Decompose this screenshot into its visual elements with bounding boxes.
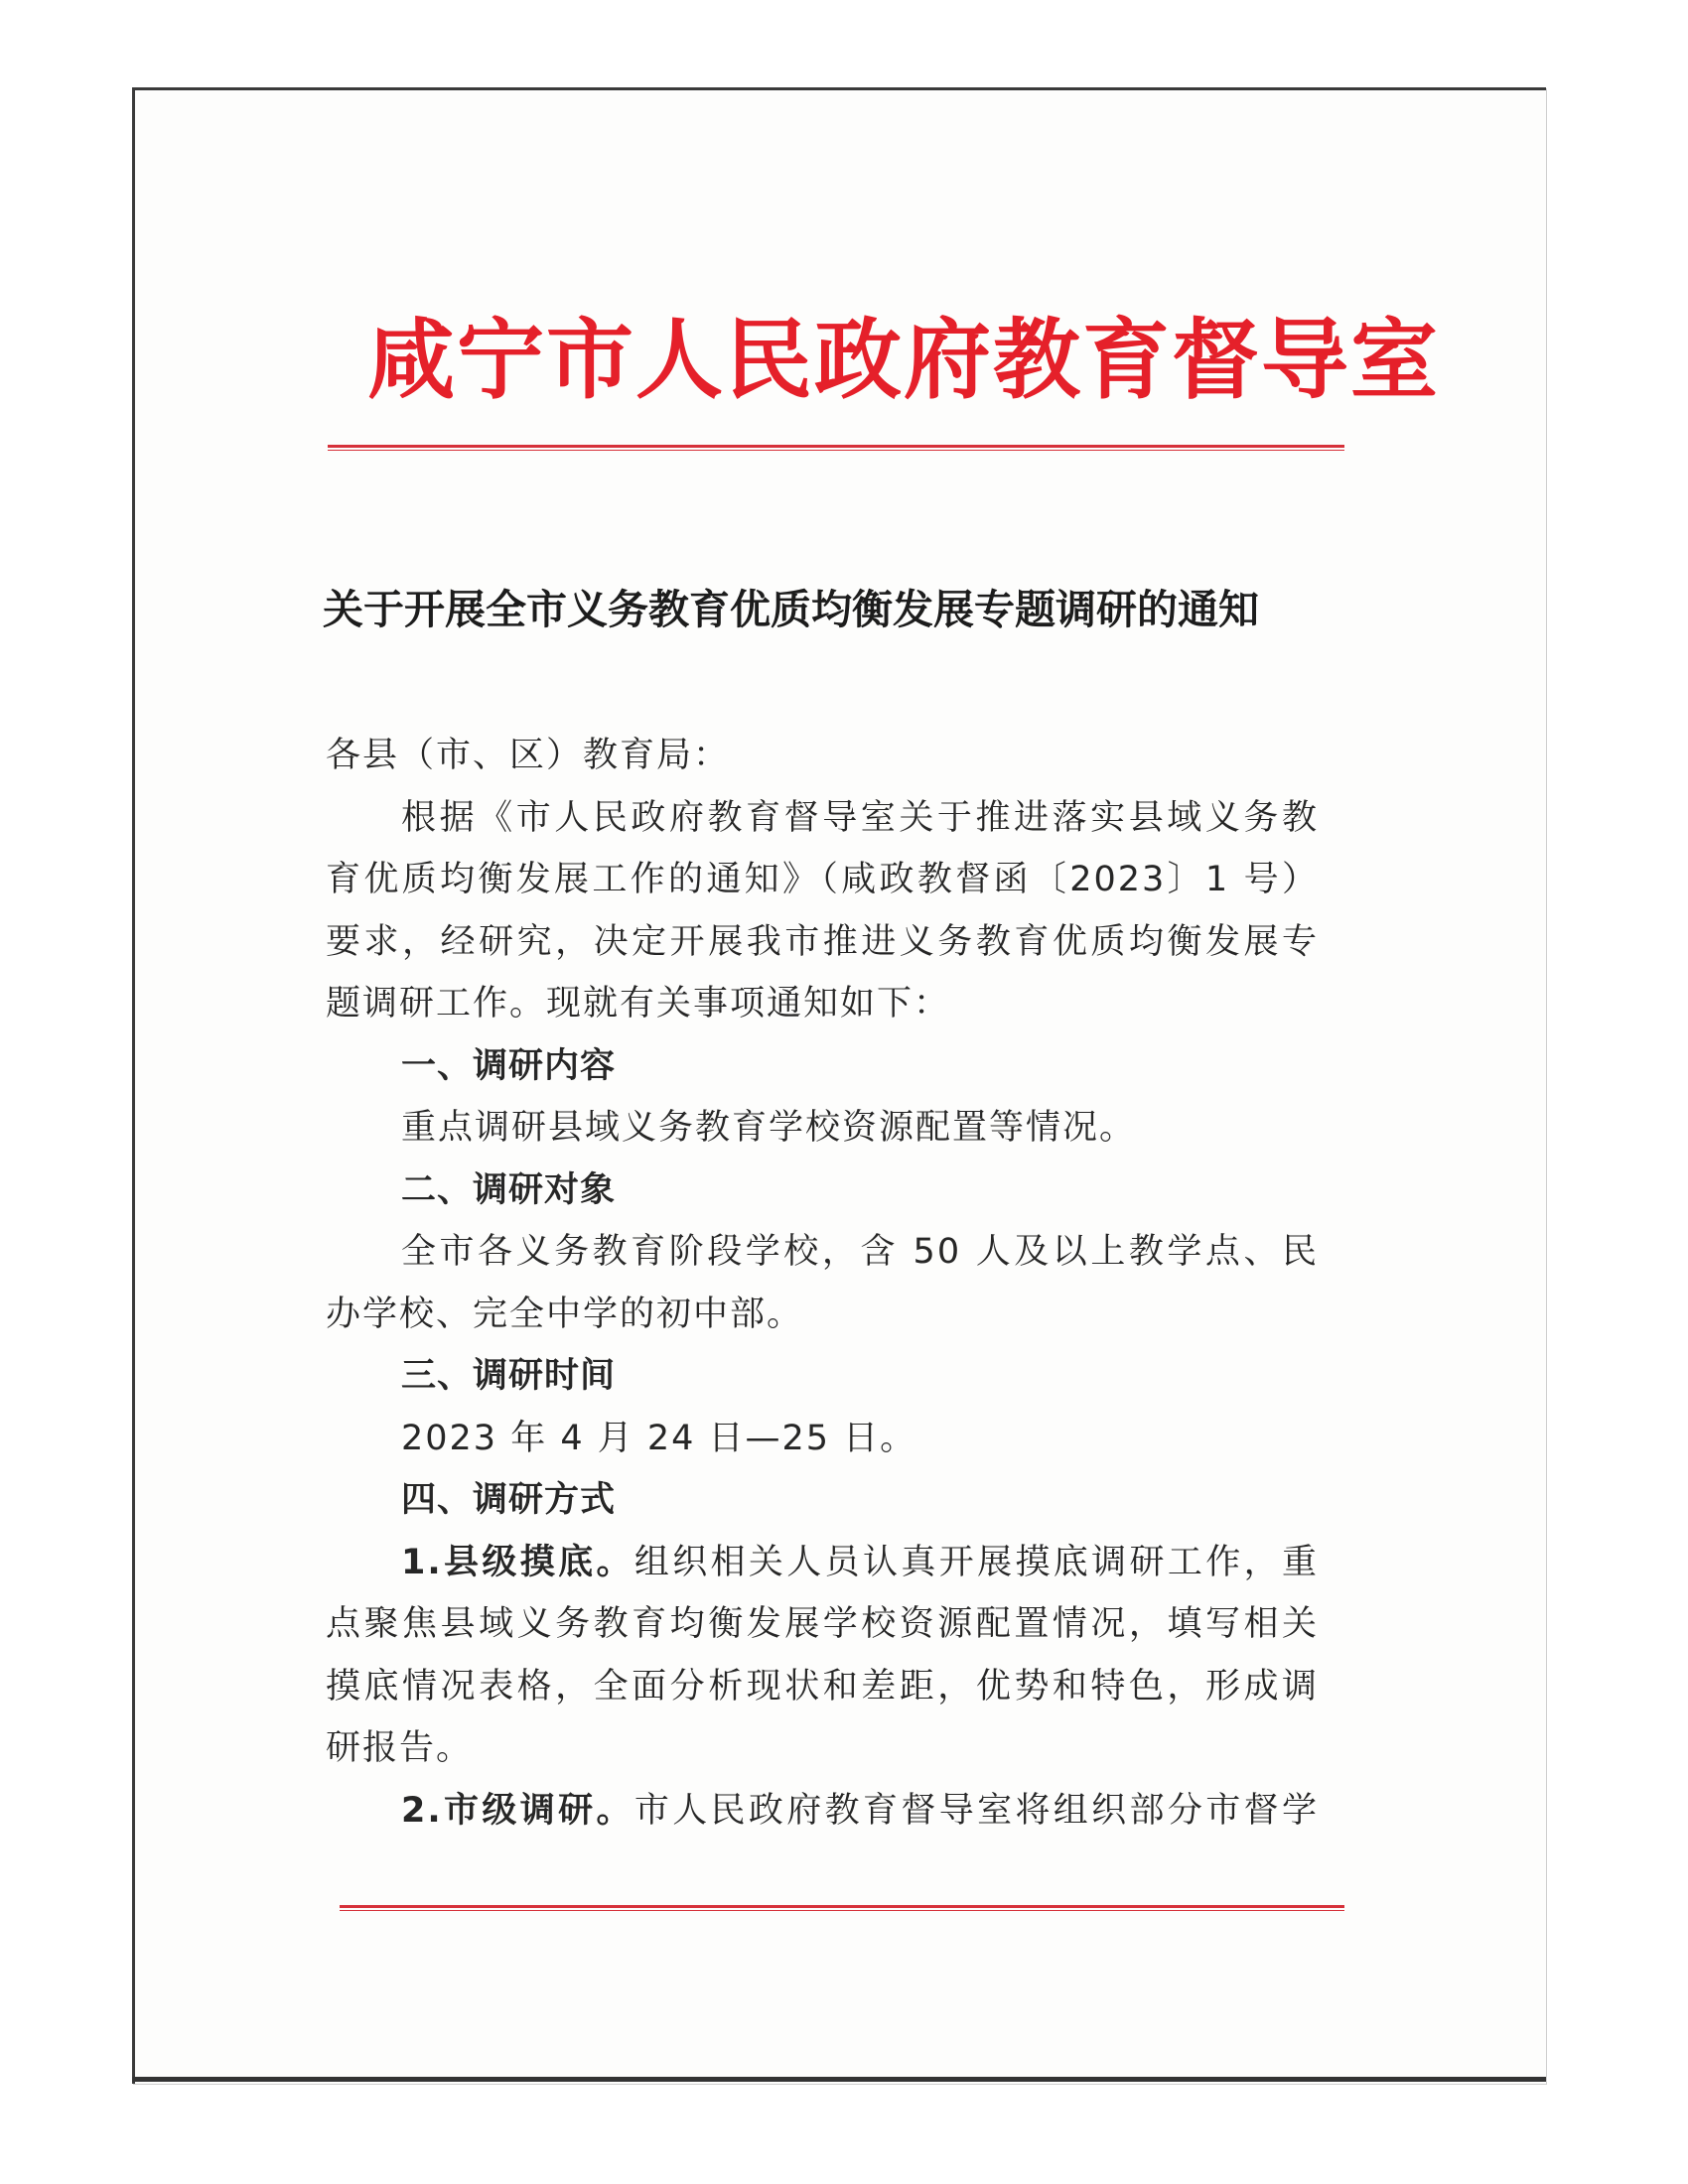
- footer-red-rule: [340, 1905, 1344, 1911]
- method-1-line: 点聚焦县域义务教育均衡发展学校资源配置情况，填写相关: [326, 1604, 1319, 1644]
- method-2-line: [326, 1780, 1319, 1843]
- section-text: 2023 年 4 月 24 日—25 日。: [401, 1418, 917, 1458]
- section-heading-content: 一、调研内容: [401, 1045, 617, 1086]
- section-heading-time: 三、调研时间: [401, 1356, 617, 1396]
- page-bottom-edge: [132, 2077, 1546, 2082]
- method-2-label: 2.市级调研。: [401, 1790, 634, 1831]
- section-text: 办学校、完全中学的初中部。: [326, 1294, 804, 1334]
- section-text: 重点调研县域义务教育学校资源配置等情况。: [401, 1108, 1137, 1148]
- letterhead: 咸宁市人民政府教育督导室: [367, 308, 1441, 411]
- method-1-label: 1.县级摸底。: [401, 1542, 634, 1582]
- method-1-line: 研报告。: [326, 1728, 474, 1768]
- document-body: [326, 725, 1319, 1842]
- method-1-line: 摸底情况表格，全面分析现状和差距，优势和特色，形成调: [326, 1666, 1319, 1706]
- letterhead-red-rule: [328, 445, 1344, 451]
- intro-line: 育优质均衡发展工作的通知》（咸政教督函〔2023〕1 号）: [326, 860, 1319, 899]
- method-2-text: 市人民政府教育督导室将组织部分市督学: [633, 1790, 1319, 1831]
- intro-line: 要求，经研究，决定开展我市推进义务教育优质均衡发展专: [326, 921, 1319, 962]
- section-text: 全市各义务教育阶段学校，含 50 人及以上教学点、民: [401, 1232, 1319, 1272]
- document-title: 关于开展全市义务教育优质均衡发展专题调研的通知: [323, 586, 1259, 633]
- section-heading-target: 二、调研对象: [401, 1169, 617, 1210]
- intro-line: 题调研工作。现就有关事项通知如下：: [326, 984, 951, 1024]
- section-heading-method: 四、调研方式: [401, 1480, 617, 1520]
- method-1-line: [326, 1532, 1319, 1594]
- intro-line: 根据《市人民政府教育督导室关于推进落实县域义务教: [401, 797, 1319, 838]
- recipient-line: 各县（市、区）教育局：: [326, 736, 731, 775]
- method-1-text: 组织相关人员认真开展摸底调研工作，重: [633, 1542, 1319, 1582]
